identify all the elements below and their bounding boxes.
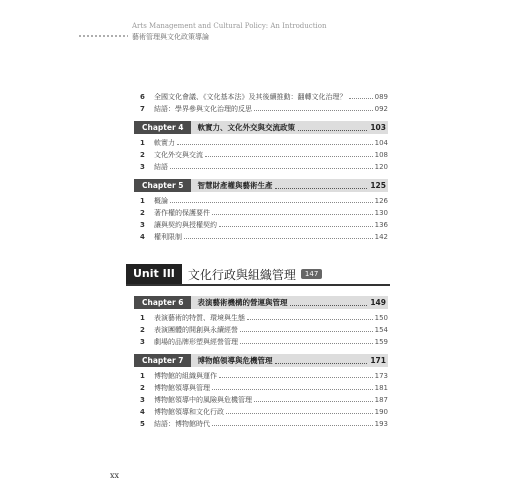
chapter-label: Chapter 5 — [134, 179, 191, 192]
chapter-title: 表演藝術機構的營運與管理 — [197, 298, 288, 307]
toc-item-page: 187 — [374, 396, 388, 404]
toc-item-title: 博物館領導與管理 — [154, 384, 210, 392]
toc-item-page: 130 — [374, 209, 388, 217]
dot-leader — [212, 389, 373, 390]
toc-item-number: 1 — [140, 197, 145, 205]
toc-item-number: 2 — [140, 326, 145, 334]
dot-leader — [254, 401, 373, 402]
toc-item-title: 結語：學界參與文化治理的反思 — [154, 105, 252, 113]
chapter-title: 博物館領導與危機管理 — [197, 356, 273, 365]
toc-item-page: 089 — [374, 93, 388, 101]
toc-item-title: 博物館領導和文化行政 — [154, 408, 224, 416]
unit-heading[interactable] — [126, 264, 390, 286]
chapter-title: 軟實力、文化外交與交流政策 — [197, 123, 295, 132]
toc-item-page: 159 — [374, 338, 388, 346]
toc-item-title: 軟實力 — [154, 139, 175, 147]
toc-item-page: 190 — [374, 408, 388, 416]
dot-leader — [219, 377, 373, 378]
toc-item[interactable] — [140, 337, 388, 349]
toc-item[interactable] — [140, 104, 388, 116]
dot-leader — [226, 413, 373, 414]
toc-item[interactable] — [140, 92, 388, 104]
chapter-label: Chapter 7 — [134, 354, 191, 367]
toc-item-number: 3 — [140, 338, 145, 346]
dot-leader — [275, 357, 367, 364]
dot-leader — [212, 214, 373, 215]
toc-item[interactable] — [140, 407, 388, 419]
toc-item-number: 4 — [140, 408, 145, 416]
unit-label: Unit III — [126, 264, 182, 284]
toc-item-title: 結語 — [154, 163, 168, 171]
toc-item-title: 表演團體的開創與永續經營 — [154, 326, 238, 334]
toc-item-title: 博物館領導中的風險與危機管理 — [154, 396, 252, 404]
running-head-chinese: 藝術管理與文化政策導論 — [132, 33, 209, 41]
toc-item-number: 1 — [140, 139, 145, 147]
toc-item-page: 154 — [374, 326, 388, 334]
chapter-page: 171 — [370, 356, 386, 365]
toc-item-page: 120 — [374, 163, 388, 171]
toc-item-title: 概論 — [154, 197, 168, 205]
toc-item-number: 4 — [140, 233, 145, 241]
dot-leader — [170, 168, 373, 169]
chapter-title: 智慧財產權與藝術生產 — [197, 181, 273, 190]
toc-item[interactable] — [140, 196, 388, 208]
page-folio: xx — [110, 471, 120, 480]
toc-item-title: 讓與契約與授權契約 — [154, 221, 217, 229]
toc-item[interactable] — [140, 232, 388, 244]
toc-item-title: 劇場的品牌形塑與經營管理 — [154, 338, 238, 346]
dot-leader — [177, 144, 373, 145]
toc-item-number: 3 — [140, 163, 145, 171]
toc-item[interactable] — [140, 220, 388, 232]
toc-item[interactable] — [140, 138, 388, 150]
chapter-page: 103 — [370, 123, 386, 132]
toc-item-title: 博物館的組織與運作 — [154, 372, 217, 380]
dot-leader — [205, 156, 373, 157]
toc-item-title: 全國文化會議、《文化基本法》及其後續推動：翻轉文化治理？ — [154, 93, 347, 101]
dot-leader — [184, 238, 373, 239]
toc-item-number: 1 — [140, 372, 145, 380]
toc-item[interactable] — [140, 419, 388, 431]
chapter-page: 149 — [370, 298, 386, 307]
dot-leader — [219, 226, 373, 227]
chapter-heading-6[interactable] — [134, 296, 388, 309]
dot-leader — [349, 98, 373, 99]
chapter-page: 125 — [370, 181, 386, 190]
toc-item-number: 3 — [140, 221, 145, 229]
toc-item-page: 136 — [374, 221, 388, 229]
toc-item[interactable] — [140, 313, 388, 325]
toc-item-number: 7 — [140, 105, 145, 113]
chapter-heading-4[interactable] — [134, 121, 388, 134]
toc-item[interactable] — [140, 325, 388, 337]
dot-leader — [247, 319, 373, 320]
toc-item-title: 結語：博物館時代 — [154, 420, 210, 428]
dot-leader — [275, 182, 367, 189]
dot-leader — [254, 110, 373, 111]
toc-item-number: 3 — [140, 396, 145, 404]
toc-item-page: 126 — [374, 197, 388, 205]
toc-item[interactable] — [140, 371, 388, 383]
running-head-english: Arts Management and Cultural Policy: An Introduction — [132, 22, 327, 30]
toc-item-number: 6 — [140, 93, 145, 101]
chapter-label: Chapter 6 — [134, 296, 191, 309]
dot-leader — [298, 124, 367, 131]
toc-item-page: 150 — [374, 314, 388, 322]
dot-leader — [240, 331, 373, 332]
toc-item-page: 173 — [374, 372, 388, 380]
toc-item-number: 5 — [140, 420, 145, 428]
toc-item-title: 表演藝術的特質、環境與生態 — [154, 314, 245, 322]
toc-item[interactable] — [140, 383, 388, 395]
dot-leader — [212, 425, 373, 426]
toc-item[interactable] — [140, 395, 388, 407]
toc-item-number: 2 — [140, 151, 145, 159]
toc-item-number: 2 — [140, 209, 145, 217]
chapter-heading-7[interactable] — [134, 354, 388, 367]
dot-leader — [170, 202, 373, 203]
toc-item-page: 142 — [374, 233, 388, 241]
toc-item-page: 181 — [374, 384, 388, 392]
unit-page-badge: 147 — [301, 269, 322, 279]
toc-item-number: 2 — [140, 384, 145, 392]
toc-item-title: 權利限制 — [154, 233, 182, 241]
toc-item-title: 著作權的保護要件 — [154, 209, 210, 217]
toc-item[interactable] — [140, 150, 388, 162]
toc-item[interactable] — [140, 208, 388, 220]
table-of-contents — [134, 92, 388, 431]
toc-item-page: 108 — [374, 151, 388, 159]
toc-item-number: 1 — [140, 314, 145, 322]
toc-item-page: 193 — [374, 420, 388, 428]
toc-item[interactable] — [140, 162, 388, 174]
chapter-heading-5[interactable] — [134, 179, 388, 192]
unit-title: 文化行政與組織管理 — [187, 267, 296, 282]
running-head — [0, 0, 520, 44]
toc-item-page: 092 — [374, 105, 388, 113]
toc-item-page: 104 — [374, 139, 388, 147]
dotted-ornament — [78, 34, 128, 38]
dot-leader — [240, 343, 373, 344]
chapter-label: Chapter 4 — [134, 121, 191, 134]
toc-item-title: 文化外交與交流 — [154, 151, 203, 159]
dot-leader — [290, 299, 367, 306]
